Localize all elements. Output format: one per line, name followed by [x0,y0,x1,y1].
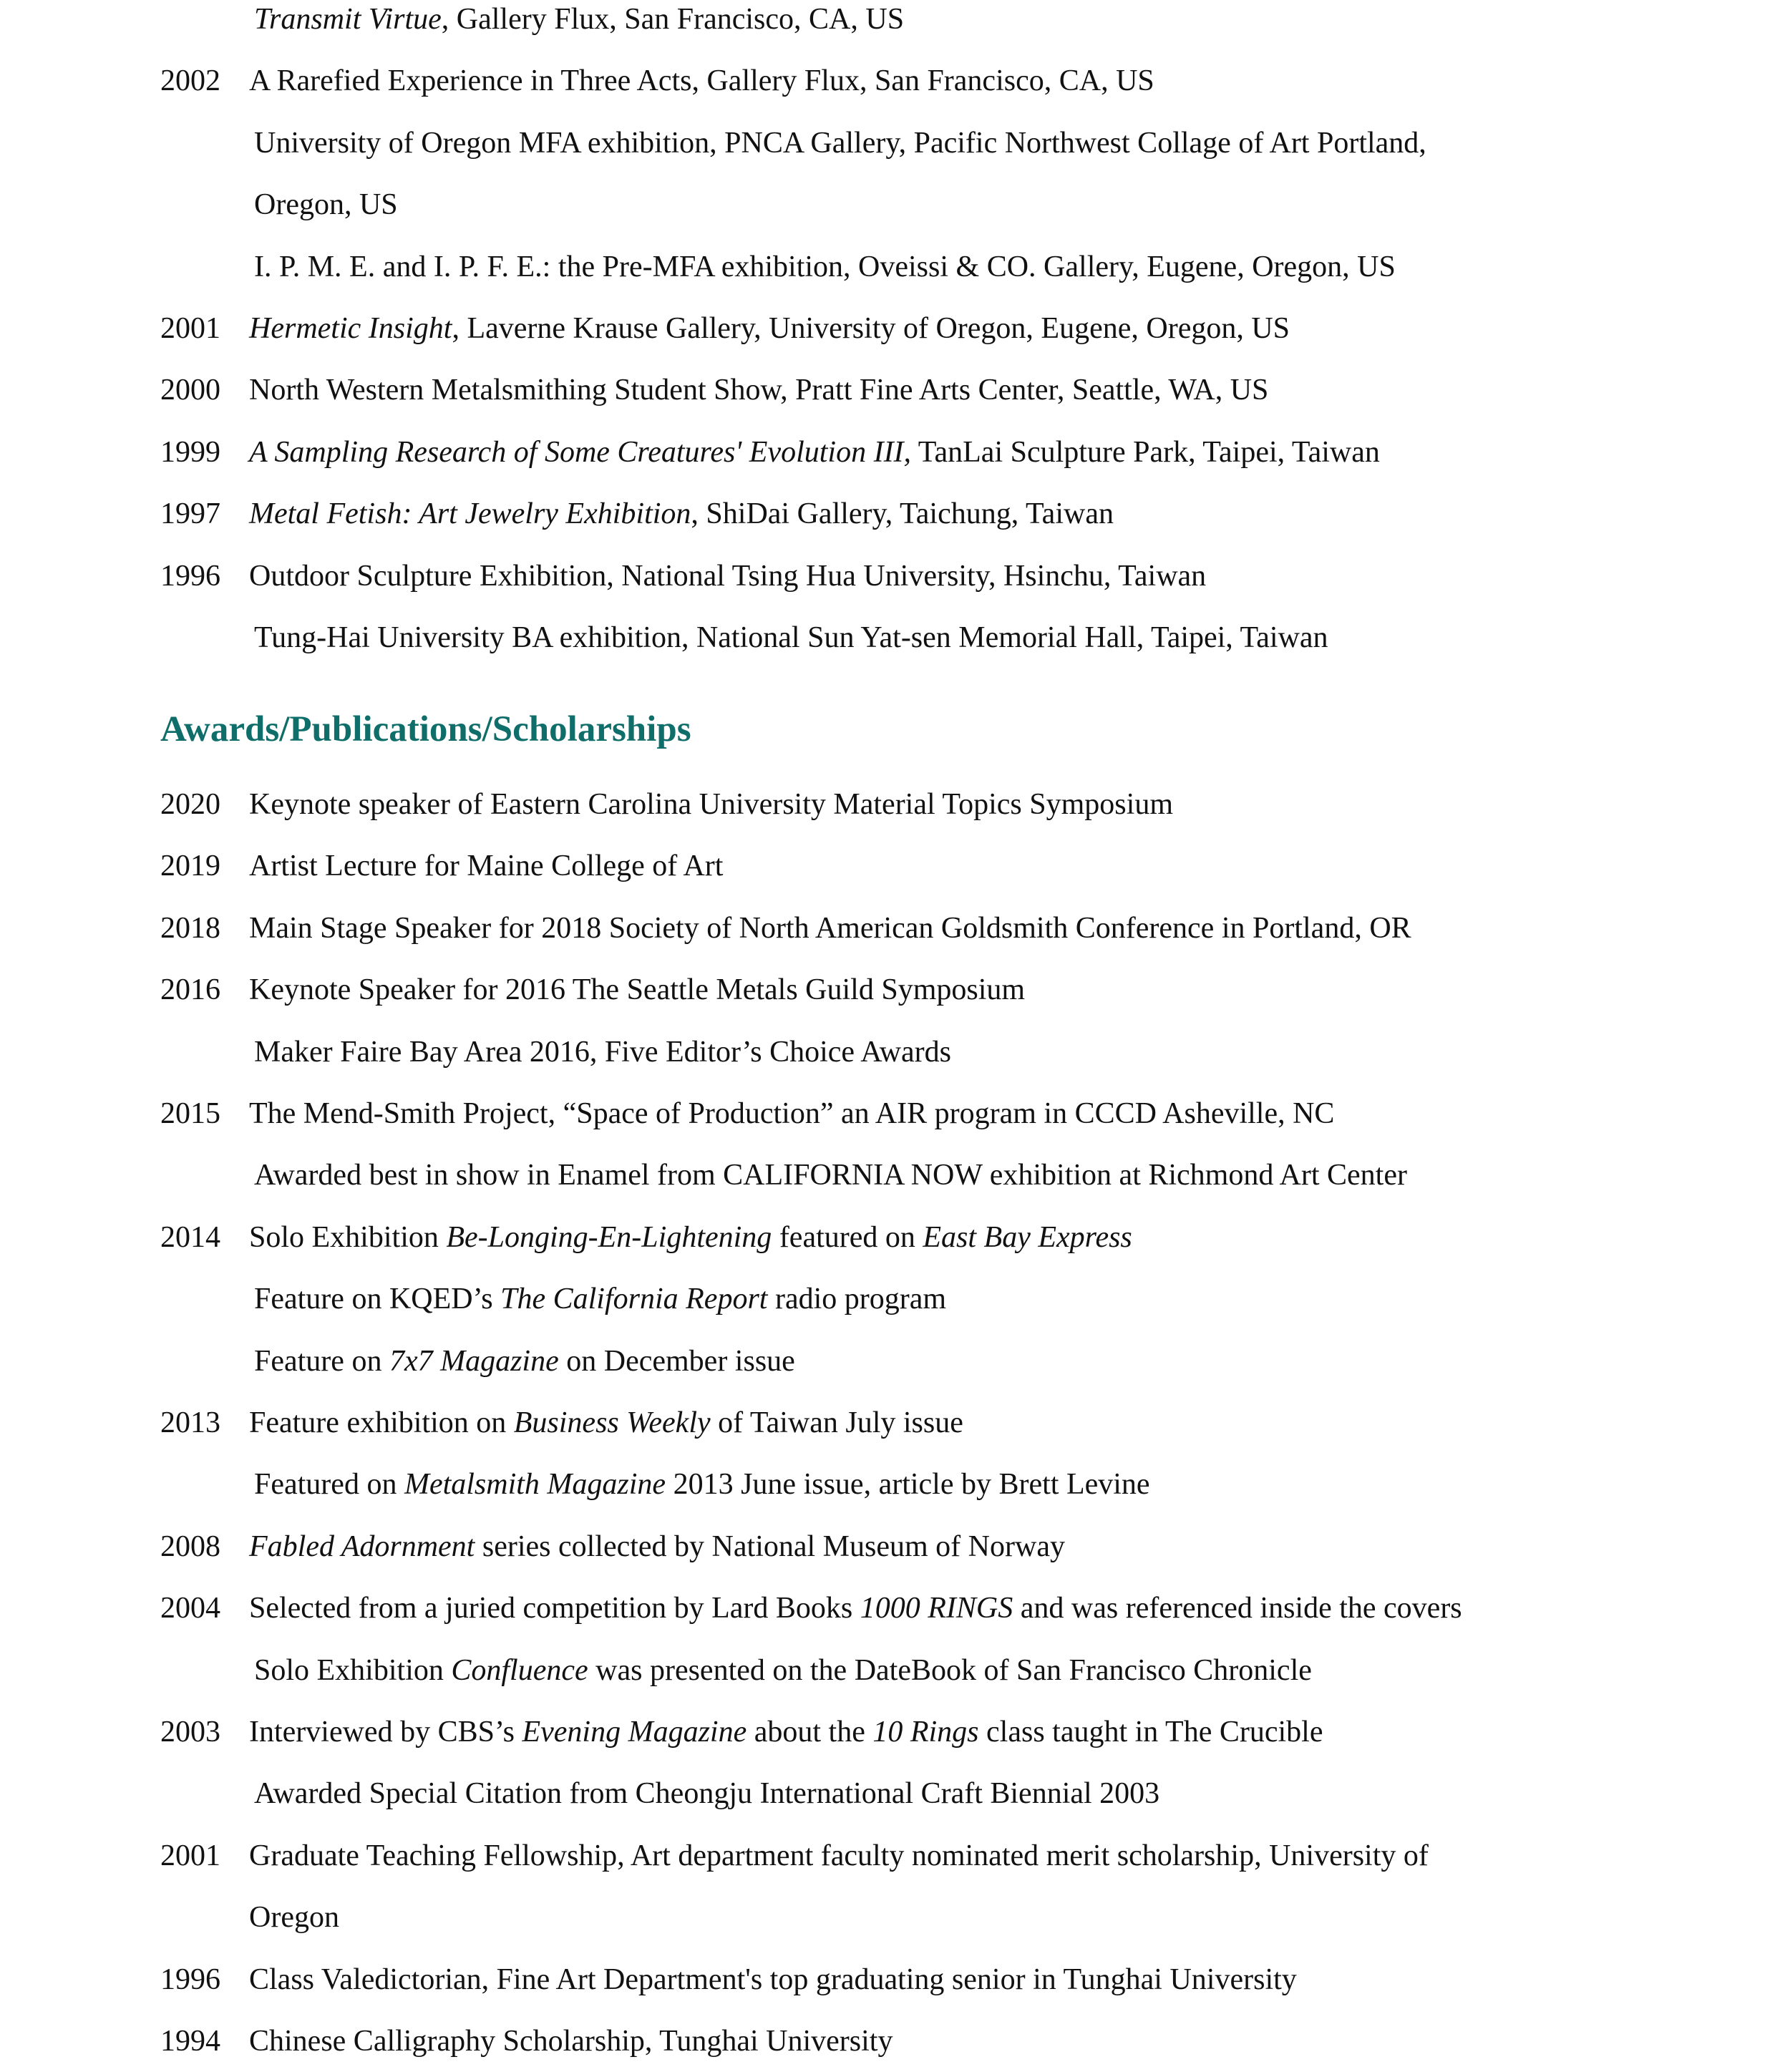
entry-year: 1996 [160,559,220,593]
entry-text [249,1701,1323,1763]
award-entry [0,1454,1775,1515]
award-entry [0,1207,1775,1268]
entry-text [249,483,1114,545]
entry-text [249,1516,1065,1577]
entry-text-segment: North Western Metalsmithing Student Show, Pratt Fine Arts Center, Seattle, WA, US [249,374,1269,407]
entry-text [249,1083,1334,1144]
entry-year: 1999 [160,435,220,469]
italic-title: 1000 RINGS [860,1592,1013,1625]
entry-text-segment: I. P. M. E. and I. P. F. E.: the Pre-MFA exhibition, Oveissi & CO. Gallery, Eugene, Oregon, US [254,250,1396,283]
exhibition-entry [0,422,1775,483]
entry-year: 2015 [160,1097,220,1130]
italic-title: Metalsmith Magazine [404,1468,666,1502]
exhibition-entry [0,545,1775,607]
entry-text [249,359,1268,421]
entry-text [254,1144,1407,1206]
exhibition-entry [0,298,1775,359]
entry-text-segment: featured on [772,1220,923,1254]
italic-title: Evening Magazine [522,1716,747,1748]
italic-title: Hermetic Insight [249,312,452,345]
entry-text-segment: Keynote speaker of Eastern Carolina University Material Topics Symposium [249,788,1173,821]
entry-text-segment: about the [747,1716,873,1748]
entry-text [249,898,1411,959]
award-entry [0,1021,1775,1083]
entry-text-segment: on December issue [558,1344,795,1378]
entry-text-segment: Selected from a juried competition by Lard Books [249,1592,860,1625]
entry-text [249,2010,893,2072]
entry-year: 2013 [160,1406,220,1439]
entry-year: 2001 [160,1839,220,1872]
entry-text-segment: Keynote Speaker for 2016 The Seattle Metals Guild Symposium [249,973,1026,1007]
entry-text [249,959,1025,1021]
entry-text-segment: Awarded best in show in Enamel from CALIFORNIA NOW exhibition at Richmond Art Center [254,1159,1407,1192]
entry-year: 2020 [160,788,220,821]
entry-text-segment: Oregon, US [254,188,398,222]
entry-text-segment: 2013 June issue, article by Brett Levine [666,1468,1150,1502]
entry-text-segment: Oregon [249,1901,339,1935]
entry-text [254,112,1426,174]
entry-text-segment: Solo Exhibition [249,1220,447,1254]
entry-text-segment: radio program [767,1283,947,1316]
entry-text-segment: Feature on [254,1344,389,1378]
entry-text-segment: TanLai Sculpture Park, Taipei, Taiwan [911,435,1380,469]
entry-text [254,1454,1150,1515]
entry-year: 1997 [160,497,220,531]
award-entry [0,1392,1775,1454]
entry-text-segment: Class Valedictorian, Fine Art Department's top graduating senior in Tunghai University [249,1962,1297,1996]
entry-text-segment: Solo Exhibition [254,1653,452,1687]
entry-text [254,607,1328,668]
entry-text [249,50,1154,112]
entry-year: 1996 [160,1962,220,1996]
entry-text [254,174,398,235]
entry-text-segment: , ShiDai Gallery, Taichung, Taiwan [691,497,1114,531]
award-entry [0,1640,1775,1701]
award-entry [0,1144,1775,1206]
entry-text-segment: Interviewed by CBS’s [249,1716,522,1748]
award-entry [0,1331,1775,1392]
award-entry [0,1083,1775,1144]
italic-title: Fabled Adornment [249,1529,475,1563]
award-entry [0,1949,1775,2010]
italic-title: East Bay Express [923,1220,1132,1254]
entry-text-segment: Maker Faire Bay Area 2016, Five Editor’s Choice Awards [254,1035,951,1069]
italic-title: Business Weekly [513,1406,711,1439]
italic-title: 10 Rings [872,1716,979,1748]
entry-text [254,236,1396,298]
exhibition-entry [0,359,1775,421]
entry-year: 2008 [160,1529,220,1563]
exhibition-entry [0,236,1775,298]
award-entry [0,1887,1775,1948]
entry-text [254,1640,1312,1701]
exhibition-entry [0,483,1775,545]
entry-text-segment: Outdoor Sculpture Exhibition, National Tsing Hua University, Hsinchu, Taiwan [249,559,1207,593]
italic-title: Confluence [451,1653,588,1687]
entry-text [254,1763,1159,1824]
italic-title: 7x7 Magazine [389,1344,559,1378]
entry-text-segment: A Rarefied Experience in Three Acts, Gallery Flux, San Francisco, CA, US [249,64,1154,98]
award-entry [0,1577,1775,1639]
entry-text-segment: , Gallery Flux, San Francisco, CA, US [441,3,905,36]
exhibition-entry [0,174,1775,235]
entry-text-segment: Tung-Hai University BA exhibition, National Sun Yat-sen Memorial Hall, Taipei, Taiwan [254,621,1328,654]
italic-title: Transmit Virtue [254,3,442,36]
entry-text [249,298,1290,359]
entry-text [254,1021,951,1083]
awards-heading: Awards/Publications/Scholarships [160,709,691,749]
entry-text [254,0,904,50]
entry-text-segment: Artist Lecture for Maine College of Art [249,850,724,883]
entry-text [249,422,1380,483]
entry-text [254,1331,795,1392]
italic-title: Metal Fetish: Art Jewelry Exhibition [249,497,691,531]
award-entry [0,1701,1775,1763]
entry-text [249,1392,963,1454]
entry-text [249,774,1173,835]
award-entry [0,774,1775,835]
award-entry [0,1268,1775,1330]
entry-text-segment: Chinese Calligraphy Scholarship, Tunghai University [249,2025,893,2058]
award-entry [0,2010,1775,2072]
entry-text [254,1268,946,1330]
entry-year: 1994 [160,2025,220,2058]
entry-text-segment: University of Oregon MFA exhibition, PNCA Gallery, Pacific Northwest Collage of Art Portland, [254,126,1426,160]
entry-year: 2004 [160,1592,220,1625]
entry-text [249,1825,1429,1887]
award-entry [0,898,1775,959]
entry-text-segment: Graduate Teaching Fellowship, Art department faculty nominated merit scholarship, University of [249,1839,1429,1872]
entry-text [249,545,1206,607]
entry-text [249,1949,1297,2010]
award-entry [0,959,1775,1021]
exhibition-entry [0,607,1775,668]
italic-title: A Sampling Research of Some Creatures' Evolution III, [249,435,912,469]
award-entry [0,835,1775,897]
entry-year: 2002 [160,64,220,98]
entry-text-segment: , Laverne Krause Gallery, University of Oregon, Eugene, Oregon, US [452,312,1290,345]
award-entry [0,1516,1775,1577]
exhibition-entry [0,50,1775,112]
entry-text-segment: of Taiwan July issue [710,1406,963,1439]
italic-title: The California Report [500,1283,768,1316]
entry-text [249,835,723,897]
entry-text-segment: and was referenced inside the covers [1013,1592,1462,1625]
entry-text [249,1887,339,1948]
entry-text-segment: Featured on [254,1468,404,1502]
entry-year: 2001 [160,312,220,345]
entry-text-segment: series collected by National Museum of Norway [475,1529,1065,1563]
award-entry [0,1825,1775,1887]
italic-title: Be-Longing-En-Lightening [446,1220,772,1254]
entry-text-segment: Feature on KQED’s [254,1283,501,1316]
entry-text-segment: was presented on the DateBook of San Francisco Chronicle [588,1653,1312,1687]
entry-text [249,1577,1462,1639]
entry-year: 2018 [160,911,220,945]
entry-text-segment: Main Stage Speaker for 2018 Society of North American Goldsmith Conference in Portland, OR [249,911,1411,945]
exhibition-entry [0,112,1775,174]
entry-year: 2003 [160,1716,220,1748]
entry-text-segment: The Mend-Smith Project, “Space of Production” an AIR program in CCCD Asheville, NC [249,1097,1335,1130]
entry-text-segment: Feature exhibition on [249,1406,514,1439]
entry-text [249,1207,1132,1268]
exhibition-entry [0,0,1775,50]
entry-year: 2019 [160,850,220,883]
entry-year: 2000 [160,374,220,407]
entry-year: 2014 [160,1220,220,1254]
entry-text-segment: class taught in The Crucible [978,1716,1323,1748]
award-entry [0,1763,1775,1824]
entry-year: 2016 [160,973,220,1007]
entry-text-segment: Awarded Special Citation from Cheongju International Craft Biennial 2003 [254,1777,1160,1811]
